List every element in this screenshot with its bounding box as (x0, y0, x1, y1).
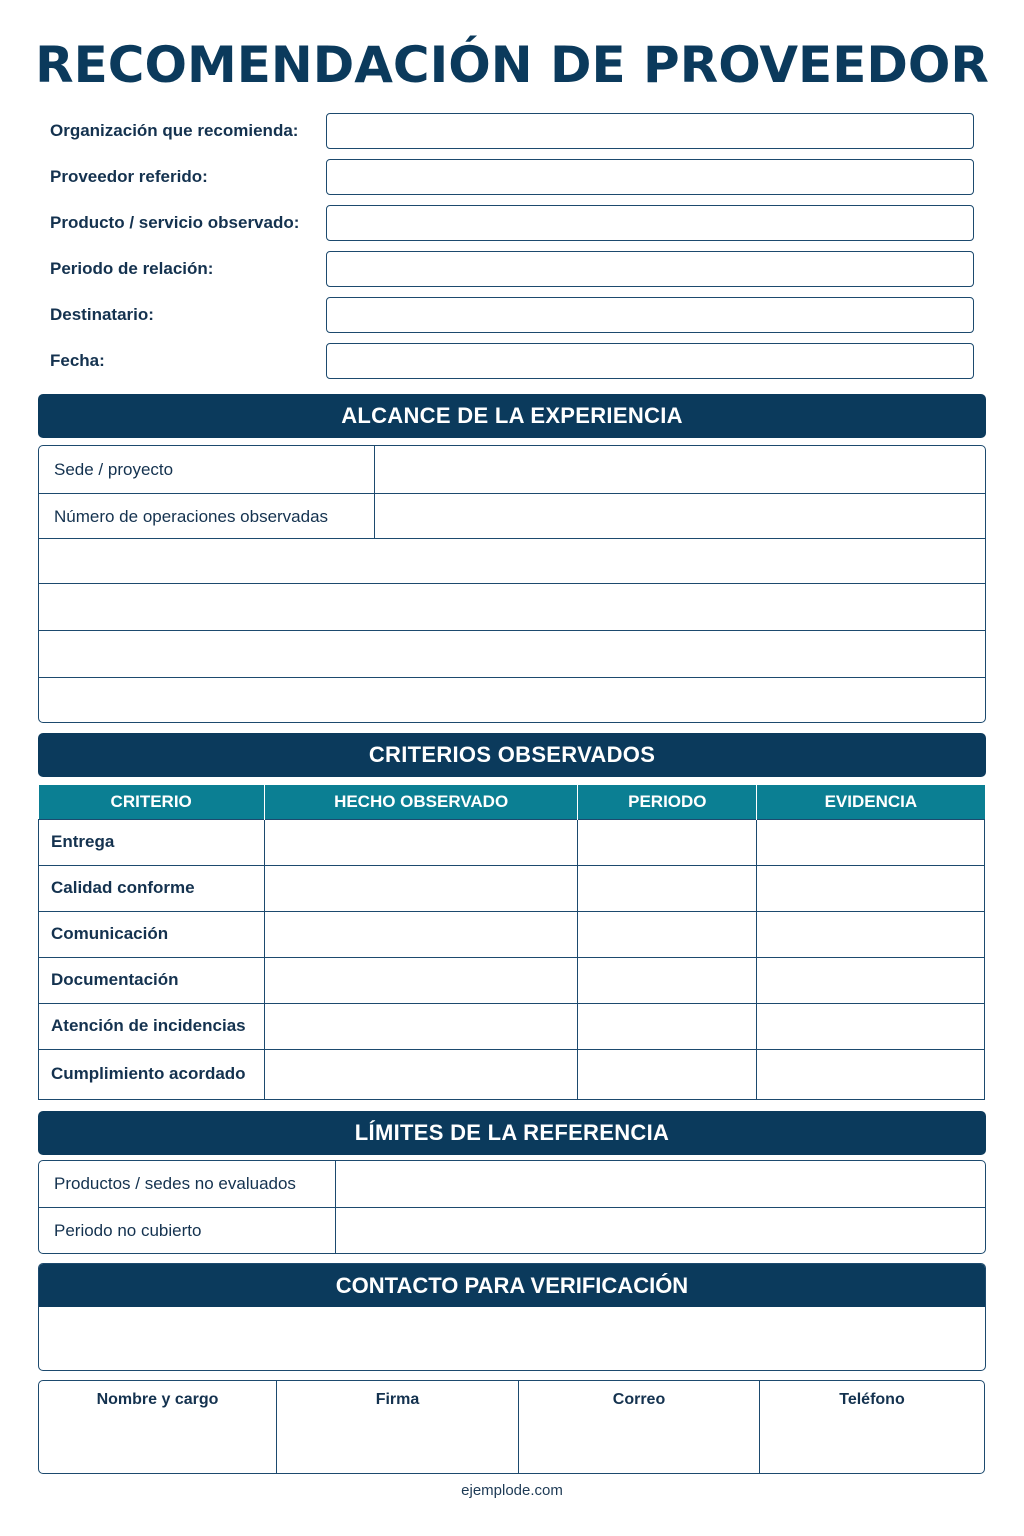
site-label: Sede / proyecto (54, 460, 174, 479)
divider (374, 446, 375, 493)
limits-box (38, 1160, 986, 1254)
evidence-cell[interactable] (757, 957, 985, 1003)
criterion-label: Entrega (39, 819, 265, 865)
scope-blank-line[interactable] (39, 677, 985, 723)
criterion-label: Documentación (39, 957, 265, 1003)
phone-label: Teléfono (839, 1391, 905, 1408)
fact-cell[interactable] (264, 819, 578, 865)
evidence-cell[interactable] (757, 865, 985, 911)
signature-cell[interactable] (277, 1381, 518, 1473)
table-row (39, 911, 985, 957)
site-field[interactable] (376, 446, 985, 493)
divider (374, 494, 375, 538)
product-field[interactable] (326, 205, 974, 241)
divider (335, 1161, 336, 1207)
scope-row-operations (39, 493, 985, 538)
criterion-label: Comunicación (39, 911, 265, 957)
period-cell[interactable] (578, 819, 757, 865)
fact-cell[interactable] (264, 957, 578, 1003)
col-header-fact: HECHO OBSERVADO (264, 785, 578, 819)
contact-heading: CONTACTO PARA VERIFICACIÓN (39, 1264, 985, 1307)
evidence-cell[interactable] (757, 1003, 985, 1049)
supplier-field[interactable] (326, 159, 974, 195)
unevaluated-label: Productos / sedes no evaluados (54, 1174, 296, 1193)
divider (335, 1208, 336, 1254)
uncovered-label: Periodo no cubierto (54, 1221, 202, 1240)
uncovered-field[interactable] (337, 1208, 985, 1254)
table-row (39, 957, 985, 1003)
period-cell[interactable] (578, 957, 757, 1003)
contact-box (38, 1263, 986, 1371)
criteria-header-row (39, 785, 985, 819)
org-label: Organización que recomienda: (50, 121, 299, 140)
period-field[interactable] (326, 251, 974, 287)
criteria-table (38, 785, 985, 1100)
criteria-heading: CRITERIOS OBSERVADOS (38, 733, 986, 777)
limits-row-unevaluated (39, 1161, 985, 1207)
evidence-cell[interactable] (757, 911, 985, 957)
operations-field[interactable] (376, 494, 985, 538)
fact-cell[interactable] (264, 1049, 578, 1099)
page-title: RECOMENDACIÓN DE PROVEEDOR (35, 36, 989, 94)
phone-cell[interactable] (760, 1381, 984, 1473)
limits-heading: LÍMITES DE LA REFERENCIA (38, 1111, 986, 1155)
col-header-criterion: CRITERIO (39, 785, 265, 819)
supplier-label: Proveedor referido: (50, 167, 208, 186)
table-row (39, 1049, 985, 1099)
scope-row-site (39, 446, 985, 493)
criterion-label: Atención de incidencias (39, 1003, 265, 1049)
org-field[interactable] (326, 113, 974, 149)
name-role-label: Nombre y cargo (96, 1391, 219, 1408)
signature-box (38, 1380, 985, 1474)
limits-row-uncovered (39, 1207, 985, 1254)
product-label: Producto / servicio observado: (50, 213, 300, 232)
period-cell[interactable] (578, 1003, 757, 1049)
table-row (39, 865, 985, 911)
period-label: Periodo de relación: (50, 259, 214, 278)
table-row (39, 1003, 985, 1049)
table-row (39, 819, 985, 865)
col-header-evidence: EVIDENCIA (757, 785, 985, 819)
signature-label: Firma (375, 1391, 420, 1408)
date-field[interactable] (326, 343, 974, 379)
recipient-field[interactable] (326, 297, 974, 333)
evidence-cell[interactable] (757, 819, 985, 865)
col-header-period: PERIODO (578, 785, 757, 819)
operations-label: Número de operaciones observadas (54, 507, 329, 526)
email-label: Correo (612, 1391, 666, 1408)
scope-blank-line[interactable] (39, 630, 985, 677)
scope-blank-line[interactable] (39, 538, 985, 583)
date-label: Fecha: (50, 351, 105, 370)
fact-cell[interactable] (264, 1003, 578, 1049)
unevaluated-field[interactable] (337, 1161, 985, 1207)
recipient-label: Destinatario: (50, 305, 154, 324)
scope-box (38, 445, 986, 723)
criterion-label: Calidad conforme (39, 865, 265, 911)
contact-notes-field[interactable] (39, 1307, 985, 1370)
fact-cell[interactable] (264, 865, 578, 911)
evidence-cell[interactable] (757, 1049, 985, 1099)
name-role-cell[interactable] (39, 1381, 276, 1473)
email-cell[interactable] (519, 1381, 759, 1473)
period-cell[interactable] (578, 911, 757, 957)
period-cell[interactable] (578, 1049, 757, 1099)
period-cell[interactable] (578, 865, 757, 911)
criterion-label: Cumplimiento acordado (39, 1049, 265, 1099)
fact-cell[interactable] (264, 911, 578, 957)
footer-url: ejemplode.com (461, 1482, 563, 1499)
scope-heading: ALCANCE DE LA EXPERIENCIA (38, 394, 986, 438)
scope-blank-line[interactable] (39, 583, 985, 630)
